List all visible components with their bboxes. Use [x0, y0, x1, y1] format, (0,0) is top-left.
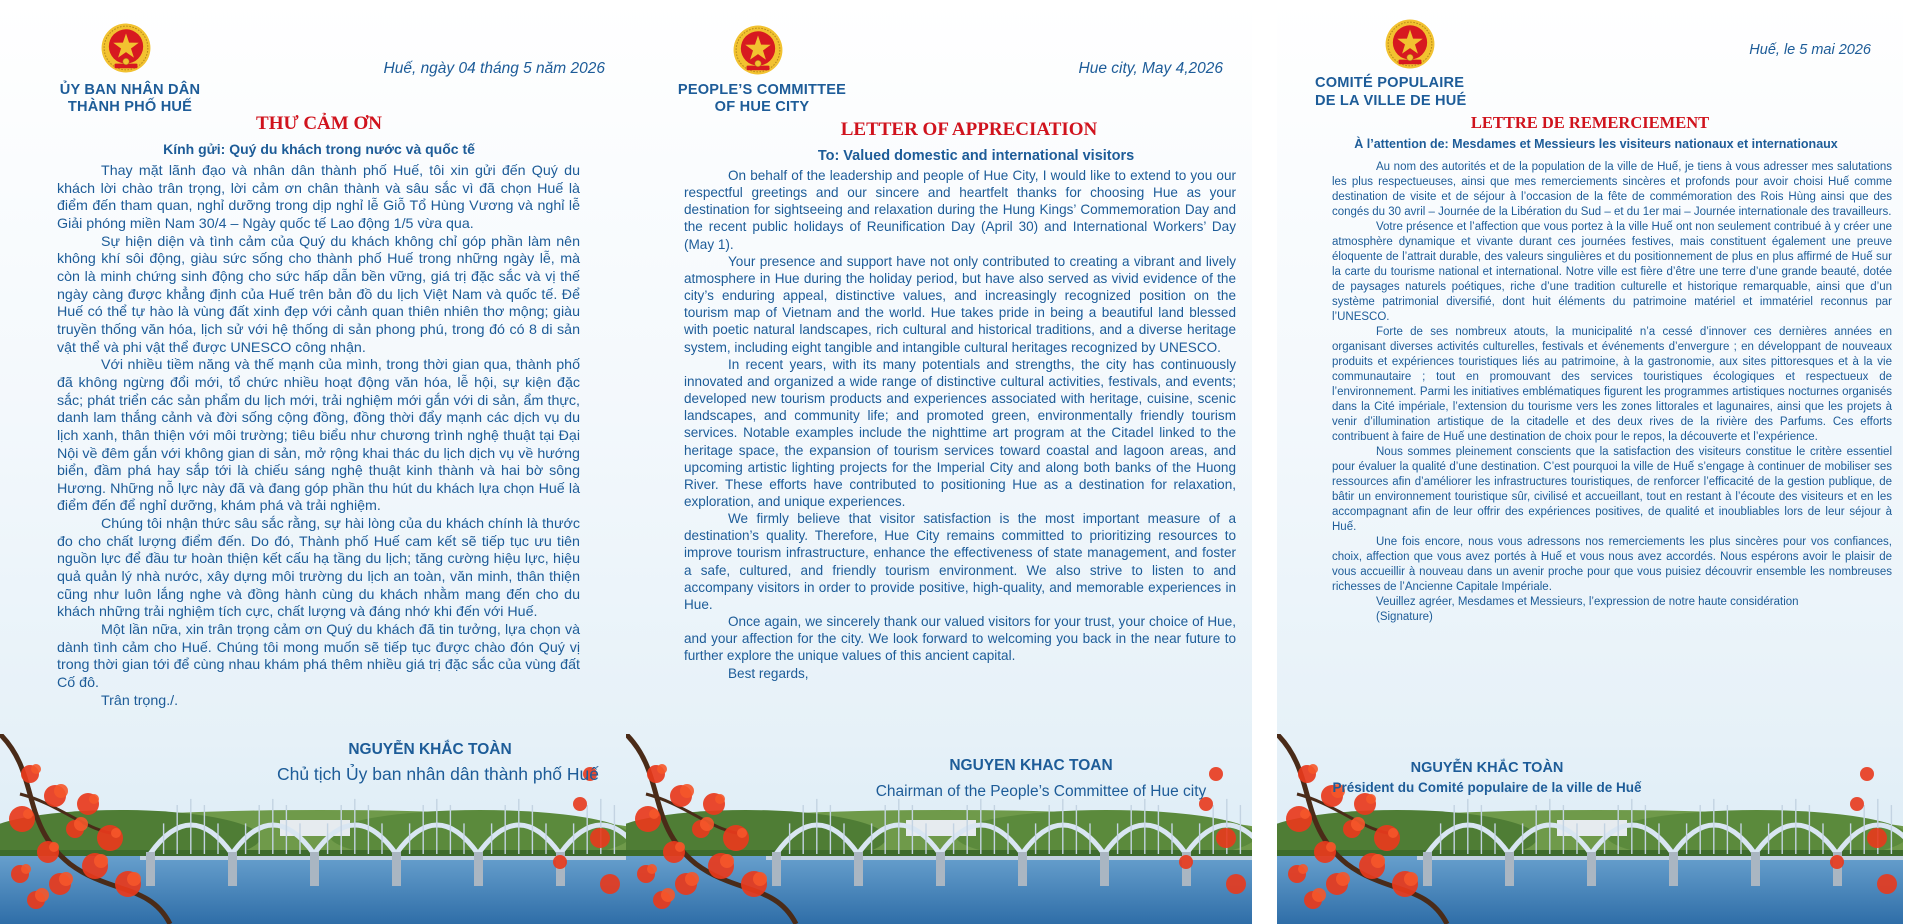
issuing-organization: [662, 82, 862, 116]
body-paragraph: Au nom des autorités et de la population de la ville de Huế, je tiens à vous adresser mes salutations les plus respectueuses, ainsi que mes remerciements sincères et profonds pour avoir choisi Huế comme destination de visite et de séjour à l’occasion de la fête de commémoration des Rois Hùng ainsi que des congés du 30 avril – Journée de la Libération du Sud – et du 1er mai – Journée internationale des travailleurs.: [1332, 161, 1892, 218]
organization-line-2: THÀNH PHỐ HUẾ: [67, 99, 193, 115]
body-paragraph: Forte de ses nombreux atouts, la municipalité n’a cessé d’innover ces dernières années en organisant diverses activités culturelles, festivals et événements d’envergure ; en développant de nouveaux produits et expériences touristiques liés au patrimoine, à la gastronomie, aux sites pittoresques et à la vie communautaire ; tout en promouvant des services touristiques écologiques et respectueux de l’environnement. Parmi les initiatives emblématiques figurent les programmes artistiques nocturnes organisés dans la Cité impériale, l’extension du tourisme vers les zones littorales et lagunaires, ainsi que les projets à venir d’illumination artistique de la citadelle et des deux rives de la rivière des Parfums. Ces efforts contribuent à faire de Huế une destination de choix pour le repos, la découverte et l’expérience.: [1332, 326, 1892, 443]
letter-closing: Best regards,: [728, 665, 809, 681]
body-paragraph: Thay mặt lãnh đạo và nhân dân thành phố Huế, tôi xin gửi đến Quý du khách lời chào trân trọng, lời cảm ơn chân thành và sâu sắc vì đã chọn Huế là điểm đến tham quan, nghỉ dưỡng trong dịp nghỉ lễ Giỗ Tổ Hùng Vương và nghỉ lễ Giải phóng miền Nam 30/4 – Ngày quốc tế Lao động 1/5 vừa qua.: [57, 163, 580, 232]
letter-panel-french: [1277, 0, 1903, 924]
organization-line-1: COMITÉ POPULAIRE: [1315, 75, 1465, 91]
body-paragraph: Chúng tôi nhận thức sâu sắc rằng, sự hài lòng của du khách chính là thước đo cho chất lượng điểm đến. Do đó, Thành phố Huế cam kết sẽ tiếp tục ưu tiên nguồn lực để đầu tư hoàn thiện kết cấu hạ tầng du lịch; tăng cường hiệu lực, hiệu quả quản lý nhà nước, xây dựng môi trường du lịch an toàn, văn minh, thân thiện cũng như luôn lắng nghe và đồng hành cùng du khách nhằm mang đến cho du khách những trải nghiệm tích cực, chất lượng và đáng nhớ khi đến với Huế.: [57, 516, 580, 621]
body-paragraph: Một lần nữa, xin trân trọng cảm ơn Quý du khách đã tin tưởng, lựa chọn và dành tình cảm cho Huế. Chúng tôi mong muốn sẽ tiếp tục được chào đón Quý vị trong thời gian tới để cùng nhau khám phá thêm nhiều giá trị đặc sắc của vùng đất Cố đô.: [57, 622, 580, 692]
body-paragraph: Nous sommes pleinement conscients que la satisfaction des visiteurs constitue le critère essentiel pour évaluer la qualité d’une destination. C’est pourquoi la ville de Huế s’engage à continuer de mobiliser ses ressources afin d’améliorer les infrastructures touristiques, de renforcer l’efficacité de la gestion publique, de bâtir un environnement touristique sûr, civilisé et accueillant, tout en restant à l’écoute des visiteurs et en les accompagnant afin de leur offrir des expériences positives, de qualité et inoubliables lors de leur séjour à Huế.: [1332, 446, 1892, 533]
body-paragraph: Une fois encore, nous vous adressons nos remerciements les plus sincères pour vos confiances, choix, affection que vous avez portés à Huế et vous nous avez accordés. Nous espérons avoir le plaisir de vous accueillir à nouveau dans un avenir proche pour que vous puisiez découvrir ensemble les nombreuses richesses de l’Ancienne Capitale Impériale.: [1332, 536, 1892, 593]
signer-title: Chairman of the People’s Committee of Hue city: [875, 783, 1207, 800]
signer-name: NGUYỄN KHẮC TOÀN: [1410, 760, 1564, 776]
signer-name: NGUYEN KHAC TOAN: [949, 757, 1113, 774]
body-paragraph: Votre présence et l’affection que vous portez à la ville Huế ont non seulement contribué à y créer une atmosphère dynamique et vivante durant ces journées festives, mais constituent également une preuve éloquente de l’attrait durable, des valeurs singulières et du positionnement de plus en plus affirmé de Huế sur la carte du tourisme national et international. Notre ville est fière d’être une terre d’une grande beauté, dotée de paysages naturels poétiques, riche d’une tradition culturelle et historique remarquable, ainsi que d’un système patrimonial diversifié, dont huit éléments du patrimoine matériel et immatériel reconnus par l’UNESCO.: [1332, 221, 1892, 323]
organization-line-2: DE LA VILLE DE HUÉ: [1315, 93, 1467, 109]
signer-title: Président du Comité populaire de la ville de Huế: [1332, 780, 1642, 795]
letter-recipient: À l’attention de: Mesdames et Messieurs les visiteurs nationaux et internationaux: [1354, 137, 1838, 151]
signer-title: Chủ tịch Ủy ban nhân dân thành phố Huế: [276, 764, 600, 784]
body-paragraph: Sự hiện diện và tình cảm của Quý du khách không chỉ góp phần làm nên không khí sôi động, giàu sức sống cho thành phố Huế trong những ngày lễ, mà còn là minh chứng sinh động cho sức hấp dẫn bền vững, giá trị đặc sắc và vị thế ngày càng được khẳng định của Huế trên bản đồ du lịch Việt Nam và quốc tế. Để Huế có thể tự hào là vùng đất xinh đẹp với cảnh quan thiên nhiên thơ mộng; giàu truyền thống văn hóa, lịch sử với hệ thống di sản phong phú, trong đó có 8 di sản vật thể và phi vật thể được UNESCO công nhận.: [57, 233, 580, 356]
letter-date: Hue city, May 4,2026: [1078, 60, 1223, 77]
letter-body: [57, 163, 580, 710]
issuing-organization: [40, 82, 220, 116]
panel-divider: [1252, 0, 1277, 924]
letter-closing: (Signature): [1376, 611, 1433, 623]
organization-line-1: ỦY BAN NHÂN DÂN: [59, 82, 201, 98]
national-emblem-icon: [1384, 18, 1436, 70]
letter-date: Huế, le 5 mai 2026: [1749, 42, 1871, 58]
letter-panel-vietnamese: [0, 0, 626, 924]
hue-bridge-scenery: [0, 734, 626, 924]
letter-title: LETTER OF APPRECIATION: [840, 119, 1098, 140]
letter-body: [1332, 160, 1892, 625]
national-emblem-icon: [732, 24, 784, 76]
letter-recipient: Kính gửi: Quý du khách trong nước và quốc tế: [163, 141, 475, 157]
body-paragraph: In recent years, with its many potentials and strengths, the city has continuously innovated and organized a wide range of distinctive cultural activities, festivals, and events; developed new tourism products and experiences associated with heritage, cuisine, scenic landscapes, and community life; and promoted green, environmentally friendly tourism services. Notable examples include the nighttime art program at the Citadel linked to the heritage space, the expansion of tourism services toward coastal and lagoon areas, and upcoming artistic lighting projects for the Imperial City and along both banks of the Huong River. These efforts have contributed to positioning Hue as a destination for relaxation, exploration, and unique experiences.: [684, 356, 1236, 509]
body-paragraph: On behalf of the leadership and people of Hue City, I would like to extend to you our respectful greetings and our sincere and heartfelt thanks for choosing Hue as your destination for sightseeing and relaxation during the Hung Kings’ Commemoration Day and the recent public holidays of Reunification Day (April 30) and International Workers’ Day (May 1).: [684, 168, 1236, 252]
organization-line-2: OF HUE CITY: [714, 99, 810, 115]
letter-closing: Trân trọng./.: [101, 692, 179, 709]
body-paragraph: Your presence and support have not only contributed to creating a vibrant and lively atmosphere in Hue during the holiday period, but have also served as vivid evidence of the city’s enduring appeal, distinctive values, and increasingly recognized position on the tourism map of Vietnam and the world. Hue takes pride in being a beautiful land blessed with poetic natural landscapes, rich cultural and historical traditions, and a diverse heritage system, including eight tangible and intangible cultural heritages recognized by UNESCO.: [684, 253, 1236, 355]
issuing-organization: [1315, 74, 1495, 110]
letter-title: THƯ CẢM ƠN: [256, 113, 382, 134]
letter-panel-english: [626, 0, 1252, 924]
body-paragraph: Với nhiều tiềm năng và thế mạnh của mình, trong thời gian qua, thành phố đã không ngừng đổi mới, tổ chức nhiều hoạt động văn hóa, lễ hội, sự kiện đặc sắc; phát triển các sản phẩm du lịch mới, trải nghiệm mới gắn với di sản, ẩm thực, danh lam thắng cảnh và đời sống cộng đồng, đồng thời đẩy mạnh các dịch vụ du lịch xanh, thân thiện với môi trường; tiêu biểu như chương trình nghệ thuật tại Đại Nội về đêm gắn với không gian di sản, mở rộng khai thác du lịch dịch vụ về hướng biển, đầm phá hay sắp tới là chiếu sáng nghệ thuật kinh thành và hai bờ sông Hương. Những nỗ lực này đã và đang góp phần thu hút du khách lựa chọn Huế là điểm đến để nghỉ dưỡng, khám phá và trải nghiệm.: [57, 357, 580, 515]
body-paragraph: We firmly believe that visitor satisfaction is the most important measure of a destination’s quality. Therefore, Hue City remains committed to prioritizing resources to improve tourism infrastructure, enhance the effectiveness of state management, and foster a safe, cultured, and friendly tourism environment. We also strive to listen to and accompany visitors in order to provide positive, high-quality, and memorable experiences in Hue.: [684, 511, 1236, 612]
letter-recipient: To: Valued domestic and international visitors: [817, 148, 1135, 164]
body-paragraph: Once again, we sincerely thank our valued visitors for your trust, your choice of Hue, and your affection for the city. We look forward to welcoming you back in the near future to further explore the unique values of this ancient capital.: [684, 614, 1236, 664]
body-paragraph: Veuillez agréer, Mesdames et Messieurs, l’expression de notre haute considération: [1376, 596, 1799, 608]
signer-name: NGUYỄN KHẮC TOÀN: [348, 741, 512, 758]
letter-body: [684, 167, 1236, 682]
national-emblem-icon: [100, 22, 152, 74]
organization-line-1: PEOPLE’S COMMITTEE: [677, 82, 847, 98]
letter-title: LETTRE DE REMERCIEMENT: [1470, 113, 1710, 132]
letter-date: Huế, ngày 04 tháng 5 năm 2026: [383, 60, 605, 77]
